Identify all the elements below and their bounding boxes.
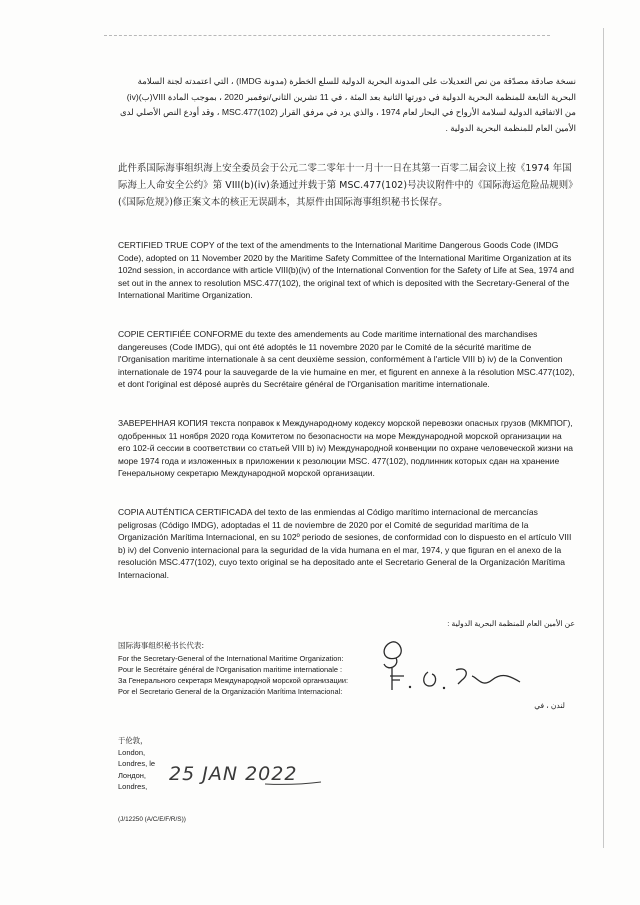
place-spanish: Londres, xyxy=(118,782,148,791)
handwritten-date-text: 25 JAN 2022 xyxy=(169,763,298,785)
document-reference: (J/12250 (A/C/E/F/R/S)) xyxy=(118,816,186,823)
signatory-english: For the Secretary-General of the International Maritime Organization: xyxy=(118,654,344,663)
place-chinese: 于伦敦， xyxy=(118,736,148,745)
signatory-french: Pour le Secrétaire général de l'Organisation maritime internationale : xyxy=(118,665,343,674)
chinese-certification: 此件系国际海事组织海上安全委员会于公元二零二零年十一月十一日在其第一百零二届会议上按《1974 年国际海上人命安全公约》第 VIII(b)(iv)条通过并载于第 MSC.477(102)号决议附件中的《国际海运危险品规则》(《国际危规》)修正案文本的核正无误副本，其原件由国际海事组织秘书长保存。 xyxy=(118,163,573,208)
place-english: London, xyxy=(118,747,146,757)
place-arabic: لندن ، في xyxy=(534,701,565,710)
french-certification xyxy=(118,328,576,391)
spanish-text: del texto de las enmiendas al Código marítimo internacional de mercancías peligrosas (Código IMDG), adoptadas el 11 de noviembre de 2020 por el Comité de seguridad marítima de la Organización Marítima Internacional, en su 102º periodo de sesiones, de conformidad con lo dispuesto en el artículo VIII b) iv) del Convenio internacional para la seguridad de la vida humana en el mar, 1974, y que figuran en el anexo de la resolución MSC.477(102), cuyo texto original se ha depositado ante el Secretario General de la Organización Marítima Internacional. xyxy=(118,507,572,580)
place-block xyxy=(118,735,155,793)
signatory-arabic: عن الأمين العام للمنظمة البحرية الدولية : xyxy=(447,619,575,628)
english-text: of the text of the amendments to the International Maritime Dangerous Goods Code (IMDG Code), adopted on 11 November 2020 by the Maritime Safety Committee of the International Maritime Organization at its 102nd session, in accordance with article VIII(b)(iv) of the International Convention for the Safety of Life at Sea, 1974 and set out in the annex to resolution MSC.477(102), the original text of which is deposited with the Secretary-General of the International Maritime Organization. xyxy=(118,240,574,301)
signatory-spanish: Por el Secretario General de la Organización Marítima Internacional: xyxy=(118,687,343,696)
spanish-lead: COPIA AUTÉNTICA CERTIFICADA xyxy=(118,507,252,517)
russian-lead: ЗАВЕРЕННАЯ КОПИЯ xyxy=(118,418,208,428)
english-certification xyxy=(118,239,576,302)
signatory-chinese: 国际海事组织秘书长代表: xyxy=(118,641,205,650)
place-russian: Лондон, xyxy=(118,770,147,780)
french-text: du texte des amendements au Code maritime international des marchandises dangereuses (Code IMDG), qui ont été adoptés le 11 novembre 2020 par le Comité de la sécurité maritime de l'Organisation maritime internationale à sa cent deuxième session, conformément à l'article VIII b) iv) de la Convention internationale de 1974 pour la sauvegarde de la vie humaine en mer, et figurent en annexe à la résolution MSC.477(102), et dont l'original est déposé auprès du Secrétaire général de l'Organisation maritime internationale. xyxy=(118,329,575,390)
russian-certification xyxy=(118,417,576,480)
french-lead: COPIE CERTIFIÉE CONFORME xyxy=(118,329,243,339)
english-lead: CERTIFIED TRUE COPY xyxy=(118,240,215,250)
handwritten-date xyxy=(165,758,325,788)
arabic-certification: نسخة صادقة مصدّقة من نص التعديلات على المدونة البحرية الدولية للسلع الخطرة (مدونة IMDG) ، التي اعتمدته لجنة السلامة البحرية التابعة للمنظمة البحرية الدولية في دورتها الثانية بعد المئة ، في 11 تشرين الثاني/نوفمبر 2020 ، بموجب المادة VIII(ب)(iv) من الاتفاقية الدولية لسلامة الأرواح في البحار لعام 1974 ، والذي يرد في مرفق القرار MSC.477(102) ، وقد أودع النص الأصلي لدى الأمين العام للمنظمة البحرية الدولية . xyxy=(119,76,576,133)
page-edge-line xyxy=(603,28,604,848)
signatory-block xyxy=(118,640,348,697)
handwritten-signature xyxy=(370,632,530,694)
signatory-russian: За Генерального секретаря Международной морской организации: xyxy=(118,676,349,685)
russian-text: текста поправок к Международному кодексу морской перевозки опасных грузов (МКМПОГ), одобренных 11 ноября 2020 года Комитетом по безопасности на море Международной морской организации на его 102-й сессии в соответствии со статьей VIII b) iv) Международной конвенции по охране человеческой жизни на море 1974 года и изложенных в приложении к резолюции MSC. 477(102), подлинник которых сдан на хранение Генеральному секретарю Международной морской организации. xyxy=(118,418,573,479)
spanish-certification xyxy=(118,506,576,582)
place-french: Londres, le xyxy=(118,759,156,768)
top-divider xyxy=(104,35,550,36)
